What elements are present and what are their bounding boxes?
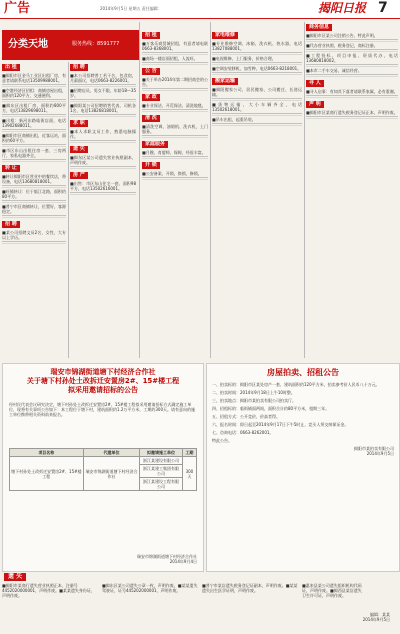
section-heading: 房 产 <box>70 172 88 179</box>
tender-notice <box>2 363 204 572</box>
fine-print <box>142 109 208 112</box>
column-divider <box>210 22 211 358</box>
fine-print <box>306 95 398 98</box>
tender-body: 经村民代表会议研究决定，塘下村孙处土改拆迁安置房2#、15#楼工程拟采用邀请招标方式确定施工单位，现将有关事项公告如下：本工程位于塘下村，建筑面积约1.2万平方米，工期约300天。请有意向的施工单位携带相关资料前来报名。 <box>9 402 195 417</box>
tender-table <box>9 448 197 491</box>
classified-entry: ■关于举办2014年第二期招商会的公告。 <box>142 77 208 87</box>
banner-title: 分类天地 <box>8 39 48 50</box>
signature-org: 瑞安市锦湖街道塘下村经济合作社 <box>137 554 197 559</box>
column-divider <box>68 62 69 358</box>
classified-entry: ■空调安装移机、加雪种，电话0663-8218001。 <box>212 66 302 71</box>
fine-print <box>2 84 66 87</box>
auction-headline: 房屋拍卖、招租公告 <box>267 368 339 377</box>
fine-print <box>212 98 302 101</box>
classified-column-2 <box>70 62 136 358</box>
classified-entry: ■揭阳市区商铺出租，近客运站，面积约60平方。 <box>2 133 66 143</box>
section-heading: 公 告 <box>142 68 160 75</box>
auction-paragraph: 六、报名时间：即日起至2014年9月17日下午5时止，竞买人须交纳保证金。 <box>212 422 349 427</box>
classified-entry: ■商场一楼店面招租，人流旺。 <box>142 56 198 61</box>
section-heading: 求 职 <box>70 120 88 127</box>
auction-signature: 揭阳市某拍卖有限公司 <box>354 446 394 451</box>
auction-body <box>212 382 394 568</box>
auction-notice <box>206 363 400 572</box>
classified-entry: ■揭阳某公司招聘销售代表、司机各1名，电话13826818001。 <box>70 103 136 113</box>
fine-print <box>306 64 398 67</box>
fine-print <box>2 185 66 188</box>
table-cell: 浙江某建设工程有限公司 <box>140 478 182 491</box>
auction-sign-date: 2014年9月5日 <box>366 451 394 456</box>
headline-line: 关于塘下村孙处土改拆迁安置房2#、15#楼工程 <box>26 377 180 385</box>
classified-column-3 <box>142 30 208 358</box>
classified-column-1 <box>2 62 66 358</box>
table-row <box>10 457 197 465</box>
classified-entry: ■旺铺转让：位于临江北路，面积约80平方。 <box>2 189 66 199</box>
page-stamp <box>320 612 390 628</box>
section-heading: 搬家运输 <box>212 78 238 85</box>
fine-print <box>142 88 208 91</box>
stamp-line: 2014年9月5日 <box>362 617 390 622</box>
fine-print <box>306 116 398 119</box>
banner-phone: 服务热线：8591777 <box>72 41 120 47</box>
fine-print <box>306 39 398 42</box>
headline-line: 拟采用邀请招标的公告 <box>68 386 138 394</box>
fine-print <box>142 62 208 65</box>
section-tag-lost: 遗 失 <box>4 573 26 581</box>
fine-print <box>70 99 136 102</box>
page-header <box>0 0 400 19</box>
classified-entry: ■工程投标、项目申报、资质代办，电话13680818002。 <box>306 53 398 63</box>
classified-entry: ■转让揭阳市区营业中的餐饮店，带设备，电话13680818001。 <box>2 174 66 184</box>
section-heading: 招 租 <box>142 32 160 39</box>
section-heading: 寻 人 <box>306 80 324 87</box>
table-header-cell: 拟邀请施工单位 <box>140 449 182 457</box>
fine-print <box>2 114 66 117</box>
auction-paragraph: 三、拍卖地点：揭阳市某拍卖有限公司拍卖厅。 <box>212 398 296 403</box>
classified-entry: ■招聘店员，男女不限，年龄18—35岁。 <box>70 88 136 98</box>
fine-print <box>212 52 302 55</box>
section-heading: 出 租 <box>2 64 20 71</box>
auction-paragraph: 二、拍卖时间：2014年9月18日上午10时整。 <box>212 390 295 395</box>
section-heading: 家庭服务 <box>142 141 168 148</box>
bottom-column: ■惠来县某公司遗失组织机构代码证，声明作废。■揭西县某店遗失卫生许可证，声明作废。 <box>302 583 362 598</box>
fine-print <box>70 166 136 169</box>
section-heading: 商务信息 <box>306 24 332 31</box>
fine-print <box>2 144 66 147</box>
classified-entry: ■本人求职文员工作，熟悉电脑操作。 <box>70 129 136 139</box>
fine-print <box>70 84 136 87</box>
auction-paragraph: 七、咨询电话：0663-8262001。 <box>212 430 274 435</box>
fine-print <box>2 159 66 162</box>
section-heading: 招 聘 <box>70 64 88 71</box>
bottom-column: ■普宁市某店遗失税务登记证副本，声明作废。■某某遗失出生医学证明，声明作废。 <box>202 583 298 593</box>
fine-print <box>212 72 302 75</box>
section-heading: 清 洗 <box>142 115 160 122</box>
classified-entry: ■揭东区某公司遗失营业执照副本，声明作废。 <box>70 155 136 165</box>
fine-print <box>70 114 136 117</box>
classified-entry: ■揭阳搬家公司，居民搬家、公司搬迁、长途运输。 <box>212 87 302 97</box>
date-line: 2014年9月5日 星期五 责任编辑： <box>100 6 162 11</box>
auction-paragraph: 一、拍卖标的：揭阳市区某处房产一套，建筑面积约120平方米，拍卖参考价人民币八十万元。 <box>212 382 380 387</box>
auction-paragraph: 五、招租方式：公开竞价，价高者得。 <box>212 414 280 419</box>
table-cell: 浙江某建工集团有限公司 <box>140 465 182 478</box>
column-divider <box>304 22 305 358</box>
section-heading: 家 政 <box>142 94 160 101</box>
classified-entry: ■出售：市区东山住宅一套，面积98平方，电话13502616001。 <box>70 181 136 191</box>
fine-print <box>212 62 302 65</box>
table-header-cell: 代建单位 <box>83 449 140 457</box>
classified-column-5 <box>306 22 398 358</box>
page-number: 7 <box>378 0 388 16</box>
table-header-cell: 工期 <box>182 449 196 457</box>
classified-entry: ■揭阳市区某公司注销公告，特此声明。 <box>306 33 378 38</box>
classified-entry: ■某公司招聘文员2名，女性，大专以上学历。 <box>2 230 66 240</box>
fine-print <box>2 241 66 244</box>
bottom-column: ■揭东区某公司遗失公章一枚，声明作废。■某某遗失驾驶证，证号445202000001，声明作废。 <box>102 583 198 593</box>
auction-paragraph: 四、招租标的：临街铺面两间，面积合计约80平方米，租期三年。 <box>212 406 330 411</box>
table-cell: 瑞安市锦湖街道塘下村经济合作社 <box>83 457 140 491</box>
fine-print <box>2 99 66 102</box>
fine-print <box>212 123 302 126</box>
fine-print <box>142 156 208 159</box>
signature-date: 2014年9月4日 <box>169 559 197 564</box>
fine-print <box>2 215 66 218</box>
classified-entry: ■公安备案，开锁、换锁、修锁。 <box>142 171 202 176</box>
section-heading: 招 聘 <box>2 221 20 228</box>
stamp-line: 编辑：某某 <box>370 612 390 617</box>
classified-entry: ■揭阳市区某商行遗失税务登记证正本，声明作废。 <box>306 110 398 115</box>
classified-banner <box>2 30 140 60</box>
classified-entry: ■清洗空调、油烟机、洗衣机，上门服务。 <box>142 124 208 134</box>
classified-entry: ■代办营业执照、税务登记、商标注册。 <box>306 43 378 48</box>
table-cell: 浙江某建设有限公司 <box>140 457 182 465</box>
fine-print <box>70 192 136 195</box>
auction-paragraph: 特此公告。 <box>212 438 232 443</box>
classified-entry: ■专业维修空调、冰箱、洗衣机、热水器，电话13827088001。 <box>212 41 302 51</box>
section-heading: 遗 失 <box>70 146 88 153</box>
classified-entry: ■专业保洁、开荒保洁、清洗地毯。 <box>142 103 206 108</box>
fine-print <box>212 113 302 116</box>
section-word: 广告 <box>4 1 31 16</box>
classified-entry: ■货物运输，大小车辆齐全，电话13502618001。 <box>212 102 302 112</box>
table-header-row <box>10 449 197 457</box>
classified-entry: ■吊车出租，起重吊装。 <box>212 117 256 122</box>
classified-entry: ■寻人启事：有知其下落者请联系家属，必有重谢。 <box>306 89 398 94</box>
newspaper-logo: 揭阳日报 <box>318 1 367 15</box>
section-heading: 家电维修 <box>212 32 238 39</box>
classified-entry: ■本市二手车交易，诚信经营。 <box>306 68 362 73</box>
classified-entry: ■普宁市区商铺转让，位置好，客源稳定。 <box>2 204 66 214</box>
classified-column-4 <box>212 30 302 358</box>
headline-line: 瑞安市锦湖街道塘下村经济合作社 <box>50 368 156 376</box>
table-header-cell: 项目名称 <box>10 449 84 457</box>
fine-print <box>2 129 66 132</box>
classified-entry: ■本公司招聘普工若干名，包食宿，月薪面议，电话0663-8226001。 <box>70 73 136 83</box>
column-divider <box>139 22 140 358</box>
classified-entry: ■空港经济区招租：商铺房屋出租，面积约120平方，交通便利。 <box>2 88 66 98</box>
section-heading: 声 明 <box>306 101 324 108</box>
fine-print <box>70 140 136 143</box>
fine-print <box>142 135 208 138</box>
classified-entry: ■市区东山出租住房一套，三房两厅，家私电器齐全。 <box>2 148 66 158</box>
tender-signature <box>137 554 197 564</box>
fine-print <box>306 49 398 52</box>
table-cell: 塘下村孙处土改拆迁安置房2#、15#楼工程 <box>10 457 84 491</box>
classified-entry: ■揭阳市区金马工业区出租厂房，有意者请联系电话13509988001。 <box>2 73 66 83</box>
classified-entry: ■万客乐商贸城招租，有意者请电联0663-8368001。 <box>142 41 208 51</box>
classified-entry: ■揭东区出租厂房，面积约800平方，电话13829698011。 <box>2 103 66 113</box>
section-heading: 开 锁 <box>142 162 160 169</box>
table-cell: 300天 <box>182 457 196 491</box>
fine-print <box>306 74 398 77</box>
classified-entry: ■出租：新河东路临街店面，电话13902688011。 <box>2 118 66 128</box>
fine-print <box>142 52 208 55</box>
classified-entry: ■月嫂、育婴师、保姆，经验丰富。 <box>142 150 206 155</box>
fine-print <box>142 177 208 180</box>
classified-entry: ■电视维修，上门服务，价格合理。 <box>212 56 276 61</box>
tender-headline <box>7 368 199 395</box>
bottom-column: ■揭阳市某商行遗失营业执照正本，注册号4452020000001，声明作废。■某某遗失身份证，声明作废。 <box>2 583 95 598</box>
section-heading: 转 让 <box>2 165 20 172</box>
fine-print <box>2 200 66 203</box>
